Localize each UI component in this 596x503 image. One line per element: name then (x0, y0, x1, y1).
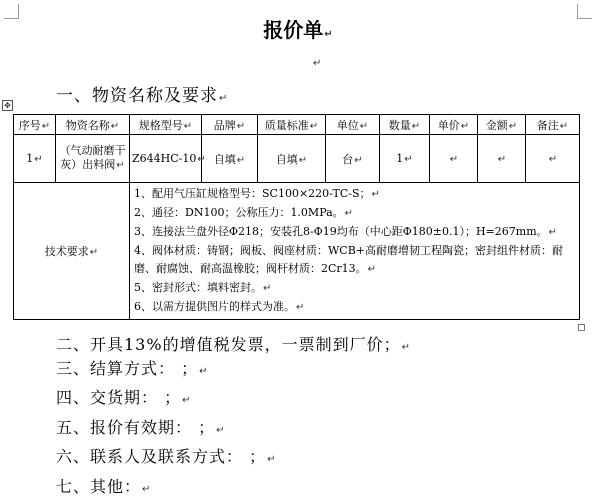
tech-label-text: 技术要求 (44, 245, 89, 258)
cell-brand[interactable] (202, 135, 258, 183)
spec-text: 4、阀体材质：铸钢；阀板、阀座材质：WCB+高耐磨增韧工程陶瓷；密封组件材质：耐磨、耐腐蚀、耐高温橡胶；阀杆材质：2Cr13。 (134, 244, 564, 275)
paragraph-mark: ↵ (296, 302, 305, 313)
section-heading-4 (56, 385, 191, 408)
header-standard: 质量标准 (264, 118, 309, 132)
paragraph-mark: ↵ (219, 93, 229, 104)
header-amount: 金额 (485, 118, 508, 132)
paragraph-mark: ↵ (359, 120, 369, 132)
spec-text: 2、通径：DN100；公称压力：1.0MPa。 (134, 206, 344, 219)
cell-brand-text: 自填 (213, 152, 236, 166)
document-title (0, 14, 596, 43)
header-cell[interactable] (258, 115, 326, 135)
spec-line (134, 204, 575, 223)
header-cell[interactable] (526, 115, 580, 135)
tech-specs-cell[interactable] (130, 183, 580, 320)
paragraph-mark: ↵ (267, 454, 277, 465)
cell-model-text: Z644HC-10 (132, 152, 197, 165)
quote-table (13, 114, 580, 320)
cell-no[interactable] (14, 135, 56, 183)
cell-no-text: 1 (26, 152, 34, 165)
table-row (14, 135, 580, 183)
spec-line (134, 298, 575, 317)
paragraph-mark: ↵ (110, 120, 120, 132)
header-cell[interactable] (130, 115, 202, 135)
paragraph-mark: ↵ (559, 120, 569, 132)
header-cell[interactable] (202, 115, 258, 135)
header-unit: 单位 (336, 118, 359, 132)
spec-text: 3、连接法兰盘外径Φ218；安装孔8-Φ19均布（中心距Φ180±0.1）；H=267mm。 (134, 225, 548, 238)
paragraph-mark: ↵ (183, 120, 193, 132)
title-text: 报价单 (263, 18, 324, 42)
section-text: 六、联系人及联系方式： ； (56, 447, 267, 466)
paragraph-mark: ↵ (508, 120, 518, 132)
header-price: 单价 (437, 118, 460, 132)
section-heading-7 (56, 474, 151, 497)
section-text: 三、结算方式： ； (56, 359, 199, 378)
paragraph-mark: ↵ (263, 283, 272, 294)
cell-qty-text: 1 (396, 152, 404, 165)
header-cell[interactable] (478, 115, 526, 135)
spec-line (134, 223, 575, 242)
paragraph-mark: ↵ (354, 154, 363, 166)
tech-label-cell[interactable] (14, 183, 130, 320)
section-heading-2 (56, 332, 411, 355)
cell-name-text: （气动耐磨干灰）出料阀 (59, 144, 126, 171)
spec-line (134, 242, 575, 279)
cell-standard-text: 自填 (275, 152, 298, 166)
paragraph-mark: ↵ (197, 154, 206, 165)
header-name: 物资名称 (65, 118, 110, 132)
paragraph-mark: ↵ (199, 366, 209, 377)
table-header-row (14, 115, 580, 135)
paragraph-mark: ↵ (344, 208, 354, 219)
header-no: 序号 (18, 118, 41, 132)
header-brand: 品牌 (213, 118, 236, 132)
cell-remark[interactable] (526, 135, 580, 183)
paragraph-mark: ↵ (298, 154, 308, 166)
section-text: 七、其他： (56, 477, 142, 496)
paragraph-mark: ↵ (548, 227, 558, 238)
paragraph-mark: ↵ (404, 154, 413, 165)
header-cell[interactable] (380, 115, 430, 135)
header-cell[interactable] (14, 115, 56, 135)
paragraph-mark: ↵ (116, 160, 125, 171)
paragraph-mark: ↵ (497, 154, 507, 165)
paragraph-mark: ↵ (236, 120, 246, 132)
spec-line (134, 279, 575, 298)
spec-text: 5、密封形式：填料密封。 (134, 281, 262, 294)
header-cell[interactable] (326, 115, 380, 135)
cell-unit[interactable] (326, 135, 380, 183)
paragraph-mark: ↵ (34, 154, 43, 165)
paragraph-mark: ↵ (236, 154, 246, 166)
spec-text: 1、配用气压缸规格型号：SC100×220-TC-S； (134, 187, 371, 200)
section-heading-3 (56, 356, 208, 379)
paragraph-mark: ↵ (401, 342, 411, 353)
paragraph-mark: ↵ (41, 120, 51, 132)
paragraph-mark: ↵ (460, 120, 470, 132)
table-resize-handle[interactable] (578, 324, 585, 331)
paragraph-mark: ↵ (182, 395, 192, 406)
cell-standard[interactable] (258, 135, 326, 183)
header-qty: 数量 (388, 118, 411, 132)
paragraph-mark: ↵ (449, 154, 459, 165)
table-move-handle-icon[interactable]: ✥ (2, 100, 13, 111)
paragraph-mark: ↵ (367, 264, 377, 275)
section-text: 四、交货期： ； (56, 388, 182, 407)
header-cell[interactable] (430, 115, 478, 135)
header-cell[interactable] (56, 115, 130, 135)
section-heading-6 (56, 444, 276, 467)
cell-model[interactable] (130, 135, 206, 183)
paragraph-mark: ↵ (313, 58, 322, 69)
section-heading-5 (56, 415, 225, 438)
cell-amount[interactable] (478, 135, 526, 183)
section-heading-1 (56, 81, 228, 106)
paragraph-mark: ↵ (324, 29, 333, 40)
paragraph-mark: ↵ (411, 120, 421, 132)
cell-unit-text: 台 (342, 152, 354, 166)
paragraph-mark: ↵ (216, 425, 226, 436)
section-1-text: 一、物资名称及要求 (56, 86, 218, 106)
paragraph-mark: ↵ (142, 484, 152, 495)
paragraph-mark: ↵ (89, 247, 99, 258)
spec-line (134, 185, 575, 204)
spec-text: 6、以需方提供图片的样式为准。 (134, 300, 295, 313)
section-text: 五、报价有效期： ； (56, 418, 216, 437)
header-remark: 备注 (536, 118, 559, 132)
cell-price[interactable] (430, 135, 478, 183)
cell-qty[interactable] (380, 135, 430, 183)
paragraph-mark: ↵ (309, 120, 319, 132)
paragraph-mark: ↵ (371, 189, 380, 200)
cell-name[interactable] (56, 135, 130, 183)
section-text: 二、开具13%的增值税发票，一票制到厂价； (56, 335, 401, 354)
paragraph-mark: ↵ (548, 154, 558, 165)
tech-requirements-row (14, 183, 580, 320)
header-model: 规格型号 (138, 118, 183, 132)
